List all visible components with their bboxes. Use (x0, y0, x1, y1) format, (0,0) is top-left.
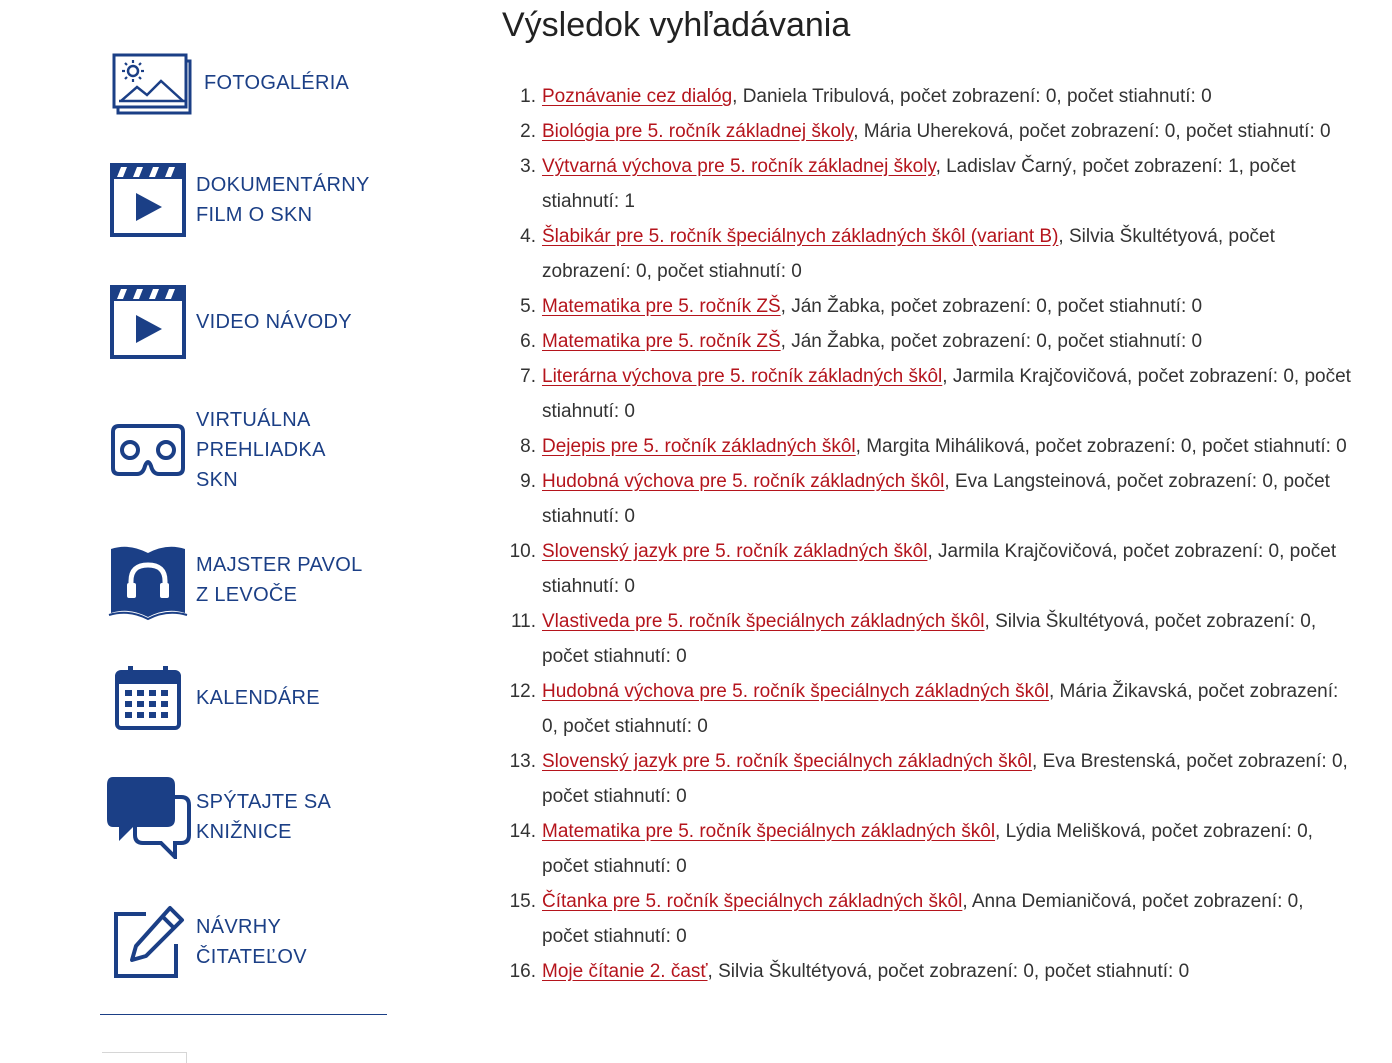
result-number: 16. (509, 961, 536, 982)
result-details: , Silvia Škultétyová, počet zobrazení: 0, počet stiahnutí: 0 (542, 226, 1275, 282)
sidebar-item-navrhy-citatelov[interactable] (100, 902, 390, 982)
sidebar-item-dokumentarny-film[interactable] (100, 160, 390, 240)
edit-icon (100, 904, 196, 980)
result-title-link[interactable]: Poznávanie cez dialóg (542, 86, 733, 107)
sidebar-item-label: KALENDÁRE (196, 687, 320, 709)
result-item (509, 744, 1352, 814)
result-details: , Lýdia Melišková, počet zobrazení: 0, počet stiahnutí: 0 (542, 821, 1313, 877)
result-title-link[interactable]: Vlastiveda pre 5. ročník špeciálnych základných škôl (542, 611, 985, 632)
result-title-link[interactable]: Dejepis pre 5. ročník základných škôl (542, 436, 856, 457)
result-item (509, 954, 1352, 989)
sidebar-item-kalendare[interactable] (100, 664, 390, 732)
sidebar-item-label: SPÝTAJTE SA KNIŽNICE (196, 791, 332, 843)
result-item (520, 149, 1352, 219)
result-item (509, 674, 1352, 744)
chat-bubbles-icon (100, 775, 196, 859)
result-title-link[interactable]: Biológia pre 5. ročník základnej školy (542, 121, 854, 142)
result-item (520, 464, 1352, 534)
result-title-link[interactable]: Moje čítanie 2. časť (542, 961, 708, 982)
result-item (510, 604, 1352, 674)
result-title-link[interactable]: Matematika pre 5. ročník ZŠ (542, 331, 781, 352)
result-details: , Ján Žabka, počet zobrazení: 0, počet stiahnutí: 0 (780, 296, 1203, 317)
sidebar-item-video-navody[interactable] (100, 282, 390, 362)
result-title-link[interactable]: Matematika pre 5. ročník špeciálnych základných škôl (542, 821, 996, 842)
sidebar-item-label: VIDEO NÁVODY (196, 311, 352, 333)
sidebar-item-label: FOTOGALÉRIA (204, 72, 350, 94)
page-title: Výsledok vyhľadávania (502, 6, 851, 44)
result-item (520, 289, 1352, 324)
result-details: , Margita Miháliková, počet zobrazení: 0, počet stiahnutí: 0 (855, 436, 1347, 457)
result-item (509, 534, 1352, 604)
result-number: 15. (509, 891, 536, 912)
sidebar-next-item-partial (102, 1052, 187, 1063)
result-number: 13. (509, 751, 536, 772)
result-number: 3. (520, 156, 536, 177)
result-number: 12. (509, 681, 536, 702)
result-details: , Eva Brestenská, počet zobrazení: 0, počet stiahnutí: 0 (542, 751, 1348, 807)
result-details: , Eva Langsteinová, počet zobrazení: 0, počet stiahnutí: 0 (542, 471, 1330, 527)
result-item (520, 324, 1352, 359)
result-title-link[interactable]: Čítanka pre 5. ročník špeciálnych základných škôl (542, 891, 963, 912)
result-item (520, 114, 1352, 149)
result-title-link[interactable]: Šlabikár pre 5. ročník špeciálnych základných škôl (variant B) (542, 226, 1059, 247)
sidebar-item-label: NÁVRHY ČITATEĽOV (196, 916, 307, 968)
result-number: 5. (520, 296, 536, 317)
sidebar-item-virtualna-prehliadka[interactable] (100, 404, 390, 496)
result-title-link[interactable]: Literárna výchova pre 5. ročník základných škôl (542, 366, 943, 387)
result-details: , Ladislav Čarný, počet zobrazení: 1, počet stiahnutí: 1 (542, 156, 1296, 212)
sidebar-item-label: VIRTUÁLNA PREHLIADKA SKN (196, 409, 326, 491)
result-title-link[interactable]: Hudobná výchova pre 5. ročník základných škôl (542, 471, 945, 492)
result-number: 2. (520, 121, 536, 142)
result-number: 8. (520, 436, 536, 457)
sidebar-item-label: DOKUMENTÁRNY FILM O SKN (196, 174, 370, 226)
result-details: , Daniela Tribulová, počet zobrazení: 0, počet stiahnutí: 0 (732, 86, 1212, 107)
result-number: 10. (509, 541, 536, 562)
sidebar-item-majster-pavol[interactable] (100, 538, 390, 622)
result-item (509, 814, 1352, 884)
result-details: , Anna Demianičová, počet zobrazení: 0, počet stiahnutí: 0 (542, 891, 1304, 947)
result-number: 11. (510, 611, 536, 632)
result-item (520, 219, 1352, 289)
result-title-link[interactable]: Hudobná výchova pre 5. ročník špeciálnych základných škôl (542, 681, 1049, 702)
result-title-link[interactable]: Slovenský jazyk pre 5. ročník špeciálnych základných škôl (542, 751, 1033, 772)
sidebar-divider (100, 1014, 387, 1015)
sidebar-item-fotogaleria[interactable] (100, 48, 390, 118)
result-title-link[interactable]: Matematika pre 5. ročník ZŠ (542, 296, 781, 317)
result-item (520, 359, 1352, 429)
result-details: , Jarmila Krajčovičová, počet zobrazení: 0, počet stiahnutí: 0 (542, 541, 1337, 597)
result-number: 9. (520, 471, 536, 492)
result-title-link[interactable]: Slovenský jazyk pre 5. ročník základných škôl (542, 541, 928, 562)
result-details: , Silvia Škultétyová, počet zobrazení: 0, počet stiahnutí: 0 (707, 961, 1190, 982)
result-details: , Mária Uhereková, počet zobrazení: 0, počet stiahnutí: 0 (853, 121, 1331, 142)
result-details: , Mária Žikavská, počet zobrazení: 0, počet stiahnutí: 0 (542, 681, 1339, 737)
photo-gallery-icon (100, 51, 204, 115)
result-details: , Silvia Škultétyová, počet zobrazení: 0, počet stiahnutí: 0 (542, 611, 1317, 667)
result-item (520, 79, 1352, 114)
result-details: , Ján Žabka, počet zobrazení: 0, počet stiahnutí: 0 (780, 331, 1203, 352)
result-number: 14. (509, 821, 536, 842)
result-title-link[interactable]: Výtvarná výchova pre 5. ročník základnej školy (542, 156, 936, 177)
result-details: , Jarmila Krajčovičová, počet zobrazení: 0, počet stiahnutí: 0 (542, 366, 1351, 422)
video-clapper-icon (100, 283, 196, 361)
results-list (502, 79, 1352, 989)
film-clapper-icon (100, 161, 196, 239)
result-number: 1. (520, 86, 536, 107)
result-number: 4. (520, 226, 536, 247)
result-item (520, 429, 1352, 464)
result-number: 7. (520, 366, 536, 387)
calendar-icon (100, 664, 196, 732)
sidebar (100, 0, 390, 1062)
audiobook-icon (100, 539, 196, 621)
vr-headset-icon (100, 422, 196, 478)
result-number: 6. (520, 331, 536, 352)
result-item (509, 884, 1352, 954)
sidebar-item-label: MAJSTER PAVOL Z LEVOČE (196, 554, 363, 606)
sidebar-item-spytajte-sa[interactable] (100, 774, 390, 860)
